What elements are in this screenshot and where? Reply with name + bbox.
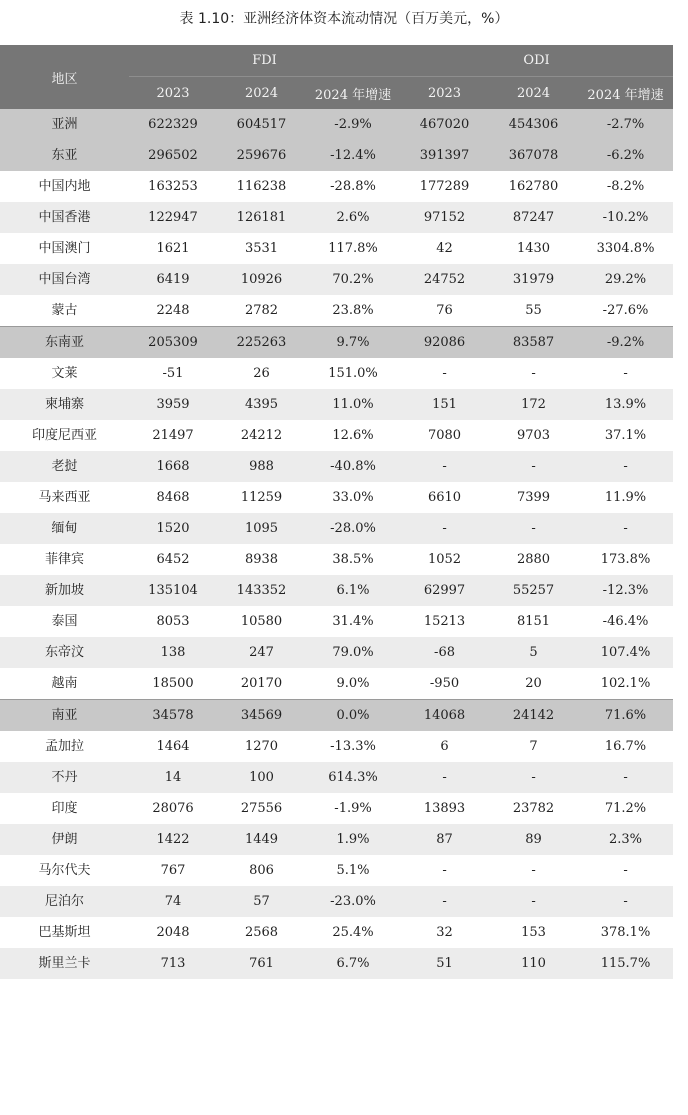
odi-2024-cell: 87247 bbox=[489, 202, 578, 233]
odi-2023-cell: - bbox=[400, 762, 489, 793]
odi-2024-cell: 1430 bbox=[489, 233, 578, 264]
region-name-cell: 蒙古 bbox=[0, 295, 129, 327]
fdi-2023-cell: -51 bbox=[129, 358, 217, 389]
table-row bbox=[0, 171, 673, 202]
odi-growth-header: 2024 年增速 bbox=[578, 77, 673, 110]
fdi-2023-cell: 21497 bbox=[129, 420, 217, 451]
table-row bbox=[0, 606, 673, 637]
fdi-2024-cell: 100 bbox=[217, 762, 306, 793]
odi-growth-cell: -9.2% bbox=[578, 327, 673, 359]
region-name-cell: 文莱 bbox=[0, 358, 129, 389]
table-row bbox=[0, 731, 673, 762]
fdi-2023-cell: 8053 bbox=[129, 606, 217, 637]
table-row bbox=[0, 948, 673, 979]
fdi-2024-cell: 225263 bbox=[217, 327, 306, 359]
odi-2023-cell: 1052 bbox=[400, 544, 489, 575]
fdi-2023-cell: 2048 bbox=[129, 917, 217, 948]
fdi-2024-cell: 1270 bbox=[217, 731, 306, 762]
fdi-2024-cell: 57 bbox=[217, 886, 306, 917]
fdi-growth-cell: 1.9% bbox=[306, 824, 400, 855]
region-name-cell: 老挝 bbox=[0, 451, 129, 482]
fdi-growth-cell: -40.8% bbox=[306, 451, 400, 482]
odi-growth-cell: - bbox=[578, 855, 673, 886]
fdi-2023-cell: 18500 bbox=[129, 668, 217, 700]
odi-growth-cell: 115.7% bbox=[578, 948, 673, 979]
fdi-2024-cell: 247 bbox=[217, 637, 306, 668]
fdi-growth-cell: 9.7% bbox=[306, 327, 400, 359]
table-header bbox=[0, 45, 673, 109]
fdi-2023-cell: 1621 bbox=[129, 233, 217, 264]
region-name-cell: 东南亚 bbox=[0, 327, 129, 359]
odi-2024-cell: 7 bbox=[489, 731, 578, 762]
table-title: 表 1.10：亚洲经济体资本流动情况（百万美元，%） bbox=[179, 11, 509, 27]
fdi-2024-cell: 8938 bbox=[217, 544, 306, 575]
fdi-growth-cell: 9.0% bbox=[306, 668, 400, 700]
fdi-2024-cell: 4395 bbox=[217, 389, 306, 420]
odi-2024-cell: - bbox=[489, 855, 578, 886]
odi-2024-cell: 7399 bbox=[489, 482, 578, 513]
fdi-growth-cell: 23.8% bbox=[306, 295, 400, 327]
odi-2023-cell: 62997 bbox=[400, 575, 489, 606]
odi-2023-cell: 7080 bbox=[400, 420, 489, 451]
odi-2023-cell: - bbox=[400, 886, 489, 917]
fdi-2024-cell: 2568 bbox=[217, 917, 306, 948]
odi-2023-cell: 42 bbox=[400, 233, 489, 264]
region-name-cell: 南亚 bbox=[0, 700, 129, 732]
odi-growth-cell: -27.6% bbox=[578, 295, 673, 327]
odi-growth-cell: 29.2% bbox=[578, 264, 673, 295]
capital-flow-table bbox=[0, 45, 673, 979]
odi-growth-cell: -10.2% bbox=[578, 202, 673, 233]
odi-growth-cell: 16.7% bbox=[578, 731, 673, 762]
odi-2023-cell: - bbox=[400, 513, 489, 544]
odi-growth-cell: 107.4% bbox=[578, 637, 673, 668]
fdi-2024-cell: 26 bbox=[217, 358, 306, 389]
fdi-growth-cell: -13.3% bbox=[306, 731, 400, 762]
odi-2023-cell: 151 bbox=[400, 389, 489, 420]
table-row bbox=[0, 513, 673, 544]
fdi-2024-header: 2024 bbox=[217, 77, 306, 110]
table-row bbox=[0, 264, 673, 295]
fdi-2024-cell: 2782 bbox=[217, 295, 306, 327]
table-row bbox=[0, 295, 673, 327]
region-name-cell: 斯里兰卡 bbox=[0, 948, 129, 979]
odi-growth-cell: 2.3% bbox=[578, 824, 673, 855]
fdi-2023-cell: 622329 bbox=[129, 109, 217, 140]
fdi-2023-cell: 1422 bbox=[129, 824, 217, 855]
region-name-cell: 东亚 bbox=[0, 140, 129, 171]
region-name-cell: 伊朗 bbox=[0, 824, 129, 855]
odi-2023-cell: - bbox=[400, 451, 489, 482]
odi-growth-cell: 71.2% bbox=[578, 793, 673, 824]
odi-2023-cell: 177289 bbox=[400, 171, 489, 202]
odi-growth-cell: 11.9% bbox=[578, 482, 673, 513]
odi-2023-cell: -68 bbox=[400, 637, 489, 668]
fdi-2023-cell: 205309 bbox=[129, 327, 217, 359]
table-row bbox=[0, 855, 673, 886]
region-name-cell: 新加坡 bbox=[0, 575, 129, 606]
odi-2024-cell: - bbox=[489, 358, 578, 389]
odi-2023-cell: -950 bbox=[400, 668, 489, 700]
odi-growth-cell: - bbox=[578, 358, 673, 389]
odi-2024-cell: 110 bbox=[489, 948, 578, 979]
odi-2024-cell: - bbox=[489, 886, 578, 917]
odi-2024-cell: 153 bbox=[489, 917, 578, 948]
region-name-cell: 中国澳门 bbox=[0, 233, 129, 264]
fdi-group-header: FDI bbox=[129, 45, 400, 77]
odi-growth-cell: -8.2% bbox=[578, 171, 673, 202]
region-name-cell: 巴基斯坦 bbox=[0, 917, 129, 948]
odi-growth-cell: -6.2% bbox=[578, 140, 673, 171]
odi-2024-cell: 5 bbox=[489, 637, 578, 668]
table-body bbox=[0, 109, 673, 979]
fdi-2024-cell: 143352 bbox=[217, 575, 306, 606]
table-row bbox=[0, 202, 673, 233]
odi-growth-cell: 3304.8% bbox=[578, 233, 673, 264]
fdi-growth-header: 2024 年增速 bbox=[306, 77, 400, 110]
table-row bbox=[0, 824, 673, 855]
odi-2023-cell: 76 bbox=[400, 295, 489, 327]
odi-growth-cell: -12.3% bbox=[578, 575, 673, 606]
fdi-growth-cell: 33.0% bbox=[306, 482, 400, 513]
table-row bbox=[0, 917, 673, 948]
region-name-cell: 中国台湾 bbox=[0, 264, 129, 295]
fdi-2024-cell: 116238 bbox=[217, 171, 306, 202]
region-name-cell: 印度 bbox=[0, 793, 129, 824]
table-row bbox=[0, 420, 673, 451]
fdi-growth-cell: -12.4% bbox=[306, 140, 400, 171]
fdi-2024-cell: 126181 bbox=[217, 202, 306, 233]
odi-2024-header: 2024 bbox=[489, 77, 578, 110]
odi-2024-cell: - bbox=[489, 451, 578, 482]
fdi-2023-cell: 6452 bbox=[129, 544, 217, 575]
region-name-cell: 亚洲 bbox=[0, 109, 129, 140]
fdi-growth-cell: -28.0% bbox=[306, 513, 400, 544]
fdi-growth-cell: -1.9% bbox=[306, 793, 400, 824]
odi-2024-cell: 20 bbox=[489, 668, 578, 700]
region-name-cell: 中国香港 bbox=[0, 202, 129, 233]
odi-2023-cell: 87 bbox=[400, 824, 489, 855]
odi-2023-cell: - bbox=[400, 855, 489, 886]
fdi-2023-cell: 1520 bbox=[129, 513, 217, 544]
table-row bbox=[0, 700, 673, 732]
odi-growth-cell: 102.1% bbox=[578, 668, 673, 700]
odi-2024-cell: 24142 bbox=[489, 700, 578, 732]
fdi-growth-cell: 6.1% bbox=[306, 575, 400, 606]
odi-2023-cell: 6 bbox=[400, 731, 489, 762]
table-row bbox=[0, 451, 673, 482]
fdi-growth-cell: 11.0% bbox=[306, 389, 400, 420]
fdi-2024-cell: 27556 bbox=[217, 793, 306, 824]
fdi-2023-header: 2023 bbox=[129, 77, 217, 110]
fdi-2023-cell: 6419 bbox=[129, 264, 217, 295]
fdi-2024-cell: 259676 bbox=[217, 140, 306, 171]
fdi-2023-cell: 34578 bbox=[129, 700, 217, 732]
fdi-growth-cell: 614.3% bbox=[306, 762, 400, 793]
odi-2023-cell: 24752 bbox=[400, 264, 489, 295]
region-name-cell: 印度尼西亚 bbox=[0, 420, 129, 451]
fdi-growth-cell: 151.0% bbox=[306, 358, 400, 389]
fdi-growth-cell: 117.8% bbox=[306, 233, 400, 264]
odi-2023-cell: 51 bbox=[400, 948, 489, 979]
fdi-2024-cell: 1449 bbox=[217, 824, 306, 855]
fdi-2023-cell: 3959 bbox=[129, 389, 217, 420]
fdi-growth-cell: -2.9% bbox=[306, 109, 400, 140]
odi-2024-cell: - bbox=[489, 762, 578, 793]
odi-2024-cell: 8151 bbox=[489, 606, 578, 637]
fdi-growth-cell: 5.1% bbox=[306, 855, 400, 886]
fdi-2024-cell: 11259 bbox=[217, 482, 306, 513]
odi-2023-cell: 391397 bbox=[400, 140, 489, 171]
fdi-2024-cell: 34569 bbox=[217, 700, 306, 732]
fdi-2023-cell: 1668 bbox=[129, 451, 217, 482]
odi-2024-cell: 83587 bbox=[489, 327, 578, 359]
region-name-cell: 缅甸 bbox=[0, 513, 129, 544]
table-row bbox=[0, 575, 673, 606]
table-row bbox=[0, 389, 673, 420]
region-name-cell: 菲律宾 bbox=[0, 544, 129, 575]
table-row bbox=[0, 233, 673, 264]
table-row bbox=[0, 668, 673, 700]
fdi-2024-cell: 3531 bbox=[217, 233, 306, 264]
table-row bbox=[0, 358, 673, 389]
odi-growth-cell: -2.7% bbox=[578, 109, 673, 140]
region-name-cell: 马来西亚 bbox=[0, 482, 129, 513]
odi-2023-cell: 92086 bbox=[400, 327, 489, 359]
region-name-cell: 泰国 bbox=[0, 606, 129, 637]
fdi-2023-cell: 296502 bbox=[129, 140, 217, 171]
fdi-2023-cell: 122947 bbox=[129, 202, 217, 233]
region-name-cell: 柬埔寨 bbox=[0, 389, 129, 420]
table-row bbox=[0, 886, 673, 917]
fdi-growth-cell: 2.6% bbox=[306, 202, 400, 233]
odi-growth-cell: - bbox=[578, 451, 673, 482]
fdi-2024-cell: 20170 bbox=[217, 668, 306, 700]
fdi-growth-cell: 6.7% bbox=[306, 948, 400, 979]
fdi-growth-cell: -23.0% bbox=[306, 886, 400, 917]
odi-2024-cell: 162780 bbox=[489, 171, 578, 202]
odi-2024-cell: 367078 bbox=[489, 140, 578, 171]
odi-growth-cell: 173.8% bbox=[578, 544, 673, 575]
table-row bbox=[0, 109, 673, 140]
fdi-growth-cell: 0.0% bbox=[306, 700, 400, 732]
odi-growth-cell: - bbox=[578, 762, 673, 793]
odi-2024-cell: 2880 bbox=[489, 544, 578, 575]
odi-2024-cell: 55257 bbox=[489, 575, 578, 606]
odi-growth-cell: 71.6% bbox=[578, 700, 673, 732]
odi-growth-cell: 37.1% bbox=[578, 420, 673, 451]
odi-2023-cell: - bbox=[400, 358, 489, 389]
table-row bbox=[0, 327, 673, 359]
fdi-growth-cell: 12.6% bbox=[306, 420, 400, 451]
fdi-2024-cell: 604517 bbox=[217, 109, 306, 140]
fdi-2024-cell: 10926 bbox=[217, 264, 306, 295]
fdi-growth-cell: 25.4% bbox=[306, 917, 400, 948]
odi-2023-cell: 15213 bbox=[400, 606, 489, 637]
region-name-cell: 中国内地 bbox=[0, 171, 129, 202]
region-name-cell: 尼泊尔 bbox=[0, 886, 129, 917]
fdi-2023-cell: 14 bbox=[129, 762, 217, 793]
table-row bbox=[0, 793, 673, 824]
region-column-header: 地区 bbox=[0, 45, 129, 109]
fdi-2023-cell: 28076 bbox=[129, 793, 217, 824]
table-row bbox=[0, 762, 673, 793]
odi-growth-cell: - bbox=[578, 886, 673, 917]
fdi-growth-cell: 79.0% bbox=[306, 637, 400, 668]
fdi-2023-cell: 138 bbox=[129, 637, 217, 668]
fdi-growth-cell: -28.8% bbox=[306, 171, 400, 202]
table-row bbox=[0, 140, 673, 171]
fdi-2023-cell: 135104 bbox=[129, 575, 217, 606]
odi-2023-cell: 14068 bbox=[400, 700, 489, 732]
fdi-growth-cell: 31.4% bbox=[306, 606, 400, 637]
odi-2024-cell: 55 bbox=[489, 295, 578, 327]
odi-2024-cell: - bbox=[489, 513, 578, 544]
fdi-2023-cell: 1464 bbox=[129, 731, 217, 762]
odi-growth-cell: 13.9% bbox=[578, 389, 673, 420]
odi-2024-cell: 89 bbox=[489, 824, 578, 855]
odi-growth-cell: -46.4% bbox=[578, 606, 673, 637]
odi-group-header: ODI bbox=[400, 45, 673, 77]
table-row bbox=[0, 544, 673, 575]
fdi-2024-cell: 988 bbox=[217, 451, 306, 482]
fdi-growth-cell: 38.5% bbox=[306, 544, 400, 575]
region-name-cell: 马尔代夫 bbox=[0, 855, 129, 886]
region-name-cell: 东帝汶 bbox=[0, 637, 129, 668]
table-row bbox=[0, 482, 673, 513]
odi-2024-cell: 9703 bbox=[489, 420, 578, 451]
table-row bbox=[0, 637, 673, 668]
region-name-cell: 不丹 bbox=[0, 762, 129, 793]
odi-growth-cell: - bbox=[578, 513, 673, 544]
odi-2024-cell: 454306 bbox=[489, 109, 578, 140]
odi-2023-cell: 6610 bbox=[400, 482, 489, 513]
fdi-2023-cell: 713 bbox=[129, 948, 217, 979]
fdi-growth-cell: 70.2% bbox=[306, 264, 400, 295]
fdi-2024-cell: 806 bbox=[217, 855, 306, 886]
fdi-2023-cell: 163253 bbox=[129, 171, 217, 202]
odi-2024-cell: 31979 bbox=[489, 264, 578, 295]
region-name-cell: 越南 bbox=[0, 668, 129, 700]
region-name-cell: 孟加拉 bbox=[0, 731, 129, 762]
fdi-2023-cell: 8468 bbox=[129, 482, 217, 513]
odi-2023-cell: 32 bbox=[400, 917, 489, 948]
odi-2023-cell: 13893 bbox=[400, 793, 489, 824]
odi-2023-cell: 467020 bbox=[400, 109, 489, 140]
fdi-2024-cell: 761 bbox=[217, 948, 306, 979]
odi-2023-header: 2023 bbox=[400, 77, 489, 110]
fdi-2023-cell: 2248 bbox=[129, 295, 217, 327]
odi-2024-cell: 23782 bbox=[489, 793, 578, 824]
fdi-2024-cell: 1095 bbox=[217, 513, 306, 544]
odi-2023-cell: 97152 bbox=[400, 202, 489, 233]
fdi-2024-cell: 10580 bbox=[217, 606, 306, 637]
odi-2024-cell: 172 bbox=[489, 389, 578, 420]
fdi-2024-cell: 24212 bbox=[217, 420, 306, 451]
fdi-2023-cell: 74 bbox=[129, 886, 217, 917]
odi-growth-cell: 378.1% bbox=[578, 917, 673, 948]
fdi-2023-cell: 767 bbox=[129, 855, 217, 886]
